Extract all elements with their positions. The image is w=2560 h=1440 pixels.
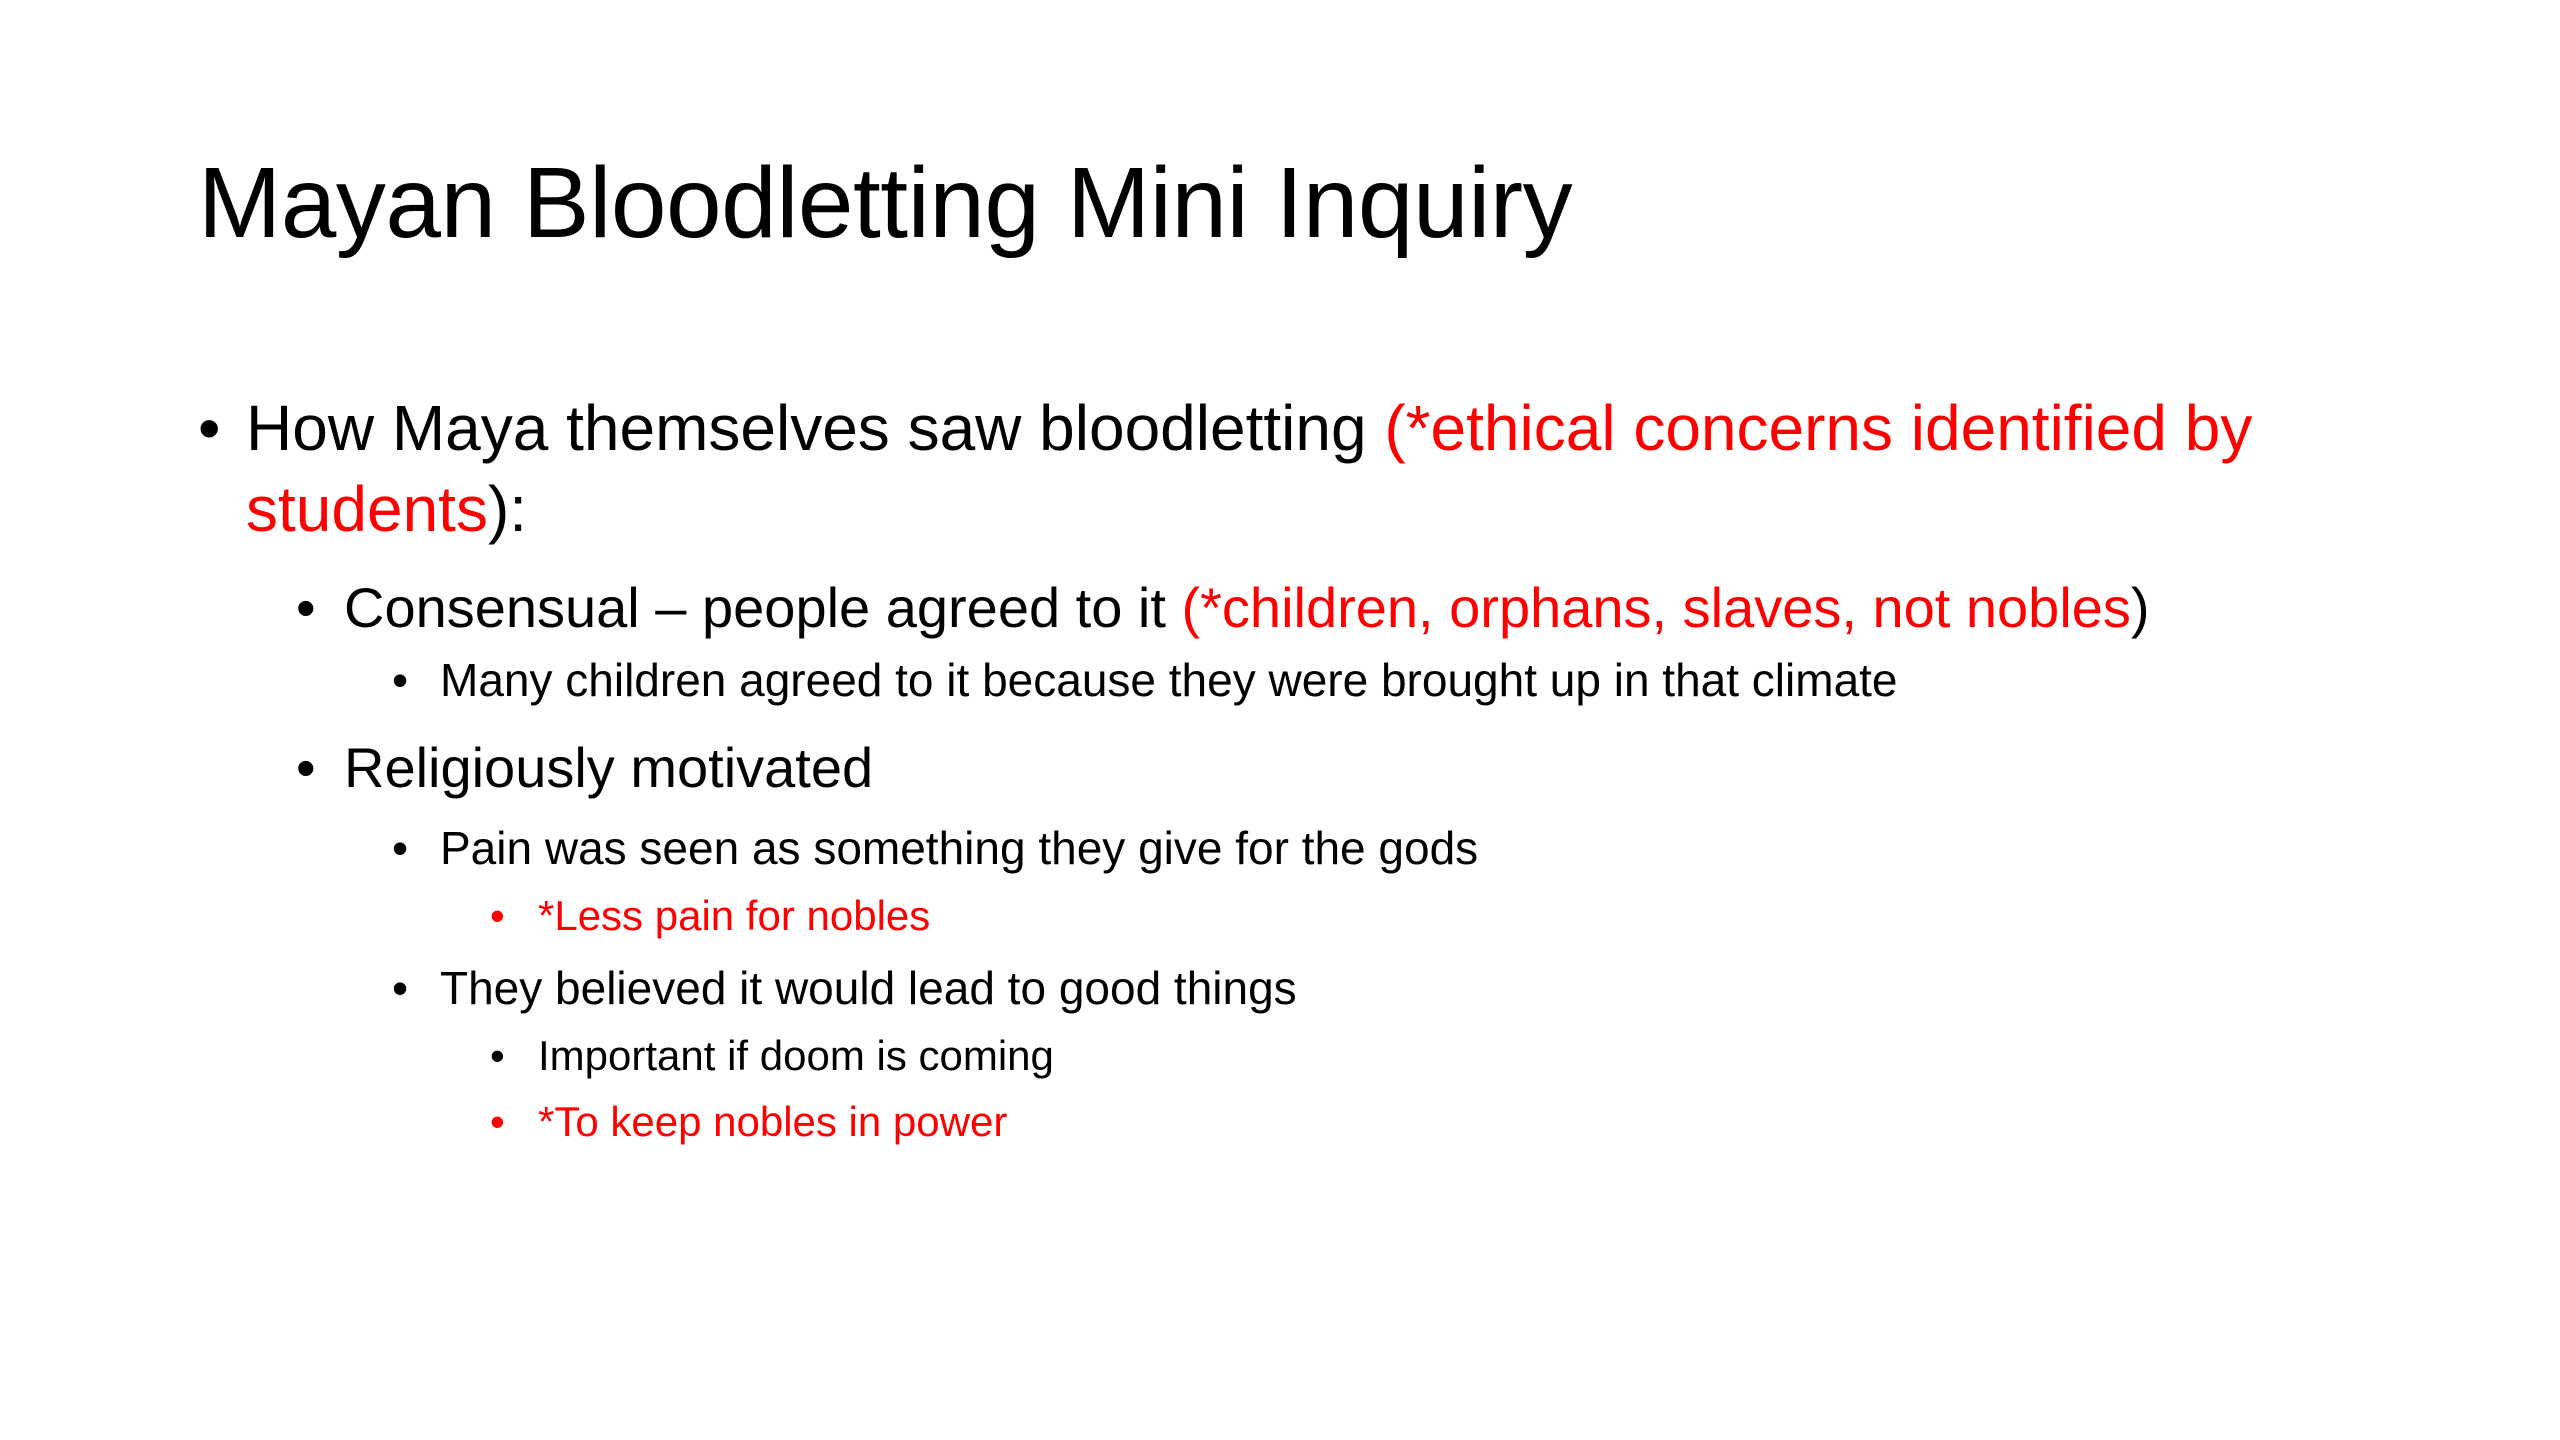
bullet-red-text: (*ethical concerns identified by students xyxy=(246,392,2253,545)
bullet-level4-less-pain-nobles xyxy=(490,888,2398,944)
bullet-level2-consensual xyxy=(296,572,2398,644)
bullet-text: Many children agreed to it because they were brought up in that climate xyxy=(440,654,1898,706)
bullet-tail: ) xyxy=(2130,576,2150,639)
bullet-level2-religious xyxy=(296,732,2398,804)
bullet-text: Consensual – people agreed to it xyxy=(344,576,1182,639)
bullet-red-text: *Less pain for nobles xyxy=(538,892,931,939)
bullet-level1-maya-view xyxy=(198,388,2398,550)
bullet-icon: • xyxy=(490,1032,505,1079)
bullet-tail: ): xyxy=(487,473,528,545)
bullet-level4-doom-coming xyxy=(490,1028,2398,1084)
bullet-icon: • xyxy=(490,892,505,939)
bullet-level3-pain-for-gods xyxy=(392,818,2398,878)
bullet-text: Religiously motivated xyxy=(344,736,874,799)
bullet-text: Important if doom is coming xyxy=(538,1032,1054,1079)
bullet-icon: • xyxy=(392,654,409,706)
bullet-icon: • xyxy=(296,576,316,639)
bullet-red-text: *To keep nobles in power xyxy=(538,1098,1008,1145)
bullet-red-text: (*children, orphans, slaves, not nobles xyxy=(1181,576,2131,639)
bullet-level3-children-agreed xyxy=(392,650,2398,710)
bullet-text: They believed it would lead to good things xyxy=(440,962,1297,1014)
bullet-text: How Maya themselves saw bloodletting xyxy=(246,392,1385,464)
bullet-icon: • xyxy=(490,1098,505,1145)
bullet-icon: • xyxy=(392,822,409,874)
bullet-text: Pain was seen as something they give for the gods xyxy=(440,822,1479,874)
bullet-level4-nobles-power xyxy=(490,1094,2398,1150)
bullet-level3-good-things xyxy=(392,958,2398,1018)
bullet-icon: • xyxy=(198,392,221,464)
bullet-icon: • xyxy=(392,962,409,1014)
bullet-icon: • xyxy=(296,736,316,799)
slide-content xyxy=(198,388,2398,1150)
slide-title: Mayan Bloodletting Mini Inquiry xyxy=(198,147,1573,259)
